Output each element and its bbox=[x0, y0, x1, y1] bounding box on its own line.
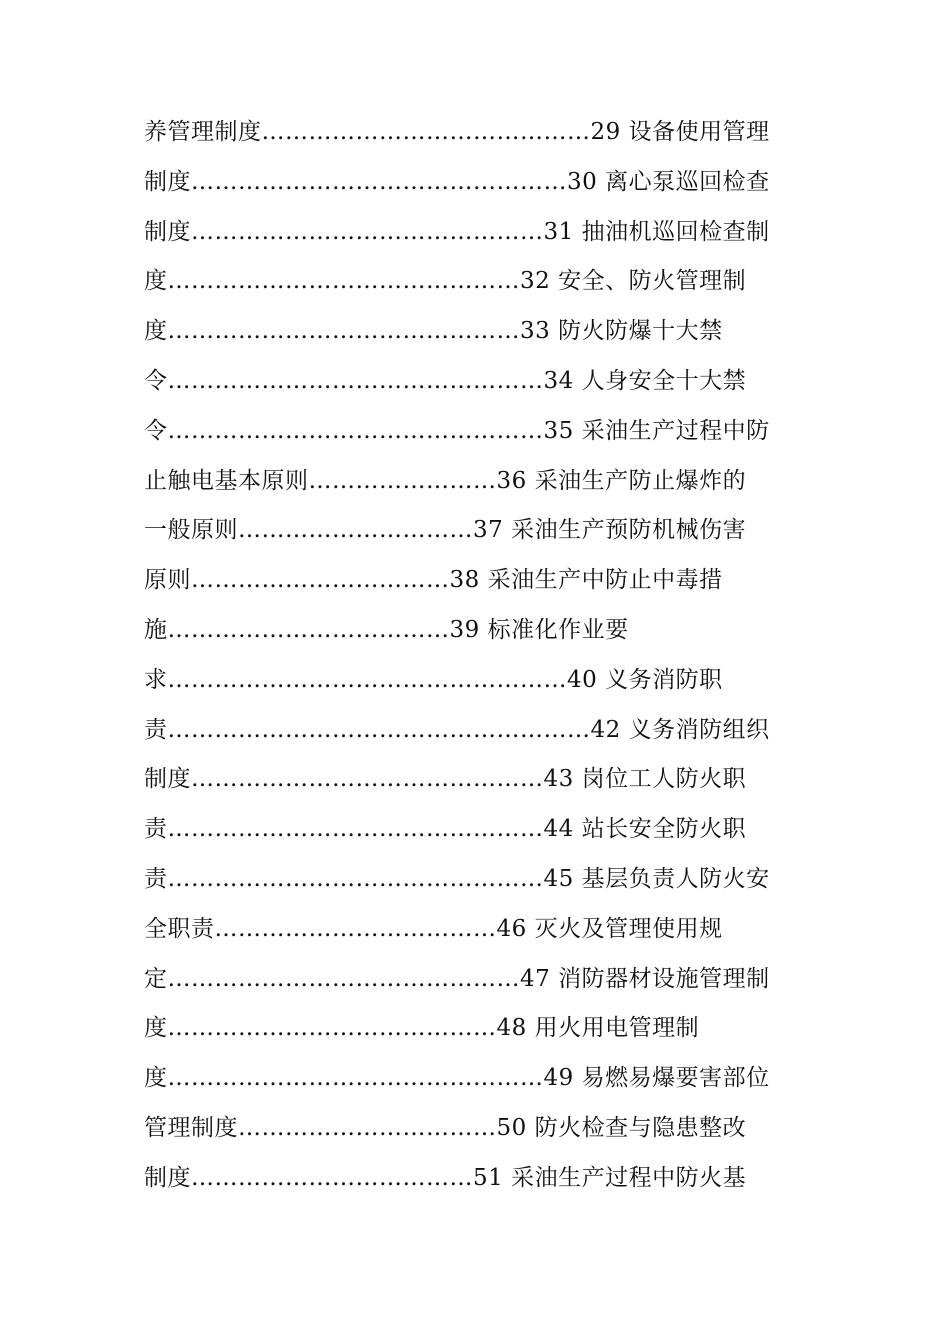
toc-line: 制度………………………………………31 抽油机巡回检查制 bbox=[144, 218, 770, 245]
toc-line: 令…………………………………………35 采油生产过程中防 bbox=[144, 417, 770, 444]
toc-line: 责………………………………………………42 义务消防组织 bbox=[144, 716, 770, 743]
toc-line: 责…………………………………………45 基层负责人防火安 bbox=[144, 865, 770, 892]
toc-line: 定………………………………………47 消防器材设施管理制 bbox=[144, 965, 770, 992]
toc-line: 养管理制度……………………………………29 设备使用管理 bbox=[144, 119, 770, 145]
toc-line: 止触电基本原则……………………36 采油生产防止爆炸的 bbox=[144, 467, 747, 494]
toc-line: 度………………………………………33 防火防爆十大禁 bbox=[144, 318, 723, 345]
toc-line: 全职责………………………………46 灭火及管理使用规 bbox=[144, 915, 723, 942]
toc-line: 令…………………………………………34 人身安全十大禁 bbox=[144, 367, 747, 394]
toc-line: 一般原则…………………………37 采油生产预防机械伤害 bbox=[144, 517, 747, 544]
toc-line: 制度………………………………51 采油生产过程中防火基 bbox=[144, 1164, 747, 1191]
toc-line: 度……………………………………48 用火用电管理制 bbox=[144, 1015, 700, 1042]
toc-line: 责…………………………………………44 站长安全防火职 bbox=[144, 816, 747, 843]
toc-line: 制度…………………………………………30 离心泵巡回检查 bbox=[144, 168, 770, 195]
toc-line: 原则……………………………38 采油生产中防止中毒措 bbox=[144, 567, 723, 594]
toc-line: 度………………………………………32 安全、防火管理制 bbox=[144, 268, 747, 295]
table-of-contents bbox=[144, 108, 804, 1204]
toc-line: 度…………………………………………49 易燃易爆要害部位 bbox=[144, 1065, 770, 1092]
toc-line: 制度………………………………………43 岗位工人防火职 bbox=[144, 766, 747, 793]
toc-line: 施………………………………39 标准化作业要 bbox=[144, 616, 629, 643]
toc-line: 求……………………………………………40 义务消防职 bbox=[144, 666, 723, 693]
toc-line: 管理制度……………………………50 防火检查与隐患整改 bbox=[144, 1114, 747, 1141]
